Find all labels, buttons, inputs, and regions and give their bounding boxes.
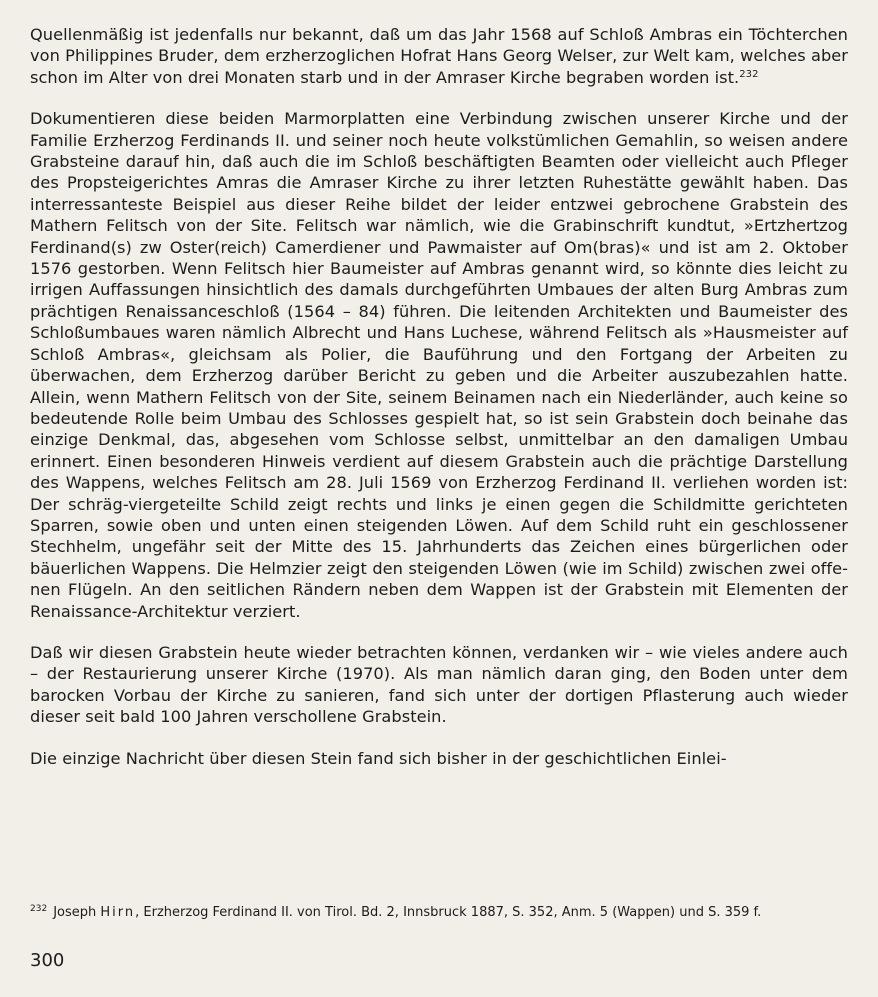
paragraph-4: Die einzige Nachricht über diesen Stein fand sich bisher in der geschichtlichen Einlei-: [30, 748, 727, 768]
footnote-reference[interactable]: 232: [739, 68, 759, 80]
paragraph-1: [30, 24, 848, 88]
paragraph-2: Dokumentieren diese beiden Marmorplatten eine Verbindung zwischen unserer Kirche und der Familie Erzherzog Ferdinands II. und seiner noch heute volkstümlichen Gemahlin, so weisen andere Grabsteine darauf hin, daß auch die im Schloß beschäftigten Beamten oder vielleicht auch Pfleger des Propsteigerichtes Amras die Amraser Kirche zu ihrer letzten Ruhestätte gewählt haben. Das interressanteste Beispiel aus dieser Reihe bildet der leider entzwei gebrochene Grabstein des Mathern Felitsch von der Site. Felitsch war nämlich, wie die Grabinschrift kundtut, »Ertzhertzog Ferdinand(s) zw Oster(reich) Camerdiener und Pawmaister auf Om(bras)« und ist am 2. Oktober 1576 gestorben. Wenn Felitsch hier Baumeister auf Ambras genannt wird, so könnte dies leicht zu irrigen Auffassungen hinsichtlich des damals durchgeführten Umbaues der alten Burg Ambras zum prächtigen Renaissanceschloß (1564 – 84) führen. Die leitenden Architekten und Baumeister des Schloßumbaues waren nämlich Albrecht und Hans Luchese, während Felitsch als »Hausmeister auf Schloß Ambras«, gleichsam als Polier, die Bauführung und den Fortgang der Arbeiten zu überwachen, dem Erzherzog darüber Bericht zu geben und die Arbeiter auszubezahlen hatte. Allein, wenn Mathern Felitsch von der Site, seinem Beinamen nach ein Niederländer, auch keine so bedeutende Rolle beim Umbau des Schlosses gespielt hat, so ist sein Grabstein doch beinahe das einzige Denkmal, das, abgesehen vom Schlosse selbst, unmittelbar an den damaligen Umbau erinnert. Einen besonderen Hinweis verdient auf diesem Grabstein auch die prächtige Darstellung des Wappens, welches Felitsch am 28. Juli 1569 von Erzherzog Ferdinand II. verliehen worden ist: Der schräg-viergeteilte Schild zeigt rechts und links je einen gegen die Schildmitte gerichteten Sparren, sowie oben und unten einen steigenden Löwen. Auf dem Schild ruht ein geschlossener Stechhelm, ungefähr seit der Mitte des 15. Jahrhunderts das Zeichen eines bürgerlichen oder bäuerlichen Wappens. Die Helmzier zeigt den steigenden Löwen (wie im Schild) zwischen zwei offenen Flügeln. An den seitlichen Rändern neben dem Wappen ist der Grabstein mit Elementen der Renaissance-Architektur verziert.: [30, 109, 848, 621]
footnote: [30, 904, 848, 921]
footnote-author-first: Joseph: [53, 905, 97, 920]
paragraph-1-text: Quellenmäßig ist jedenfalls nur bekannt, daß um das Jahr 1568 auf Schloß Ambras ein Töchterchen von Philippines Bruder, dem erzherzoglichen Hofrat Hans Georg Welser, zur Welt kam, welches aber schon im Alter von drei Monaten starb und in der Amraser Kirche begraben worden ist.: [30, 25, 848, 87]
footnote-text: , Erzherzog Ferdinand II. von Tirol. Bd. 2, Innsbruck 1887, S. 352, Anm. 5 (Wappen) und S. 359 f.: [135, 905, 762, 920]
page-number: 300: [30, 950, 65, 971]
paragraph-3: Daß wir diesen Grabstein heute wieder betrachten können, verdanken wir – wie vieles andere auch – der Restaurierung unserer Kirche (1970). Als man nämlich daran ging, den Boden unter dem barocken Vorbau der Kirche zu sanieren, fand sich unter der dortigen Pflasterung auch wieder dieser seit bald 100 Jahren verschollene Grabstein.: [30, 642, 848, 727]
footnote-author-last: Hirn: [100, 905, 136, 920]
footnote-number: 232: [30, 904, 48, 914]
